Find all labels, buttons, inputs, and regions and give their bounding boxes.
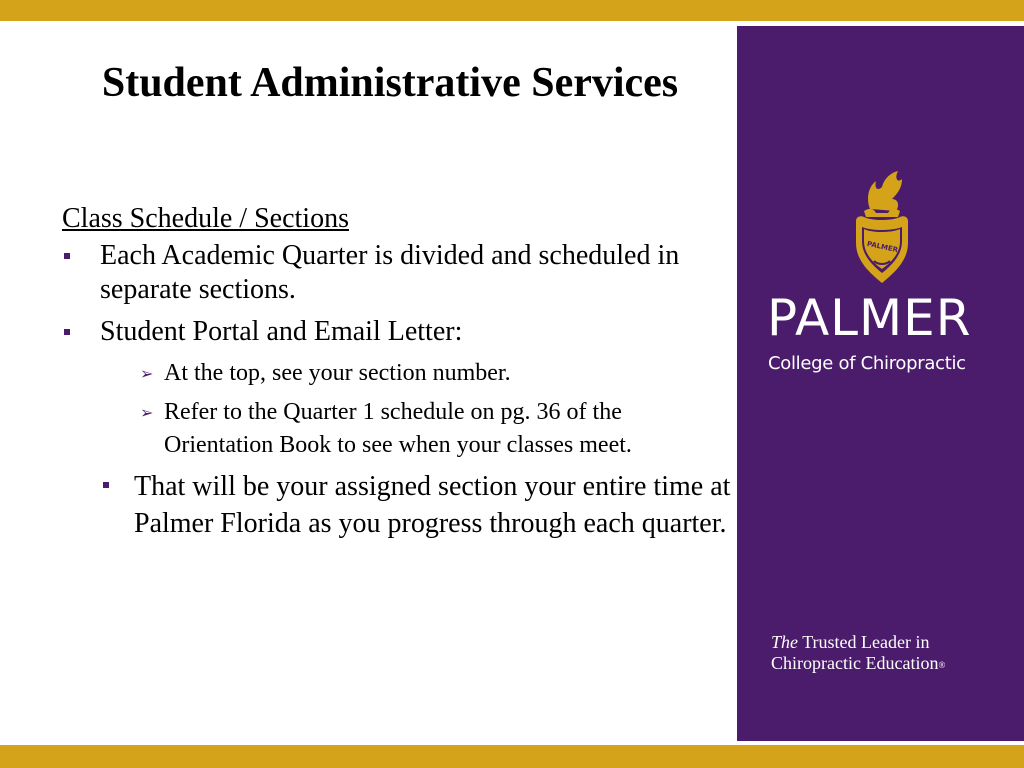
arrow-bullet-icon: ➢ xyxy=(140,364,154,383)
sub-bullet-text: Refer to the Quarter 1 schedule on pg. 36 of the Orientation Book to see when your classes meet. xyxy=(164,399,632,458)
section-heading: Class Schedule / Sections xyxy=(62,203,349,234)
bottom-gold-bar xyxy=(0,745,1024,768)
square-bullet-icon xyxy=(64,329,70,335)
slide-body xyxy=(62,203,732,542)
bullet-text: That will be your assigned section your entire time at Palmer Florida as you progress through each quarter. xyxy=(134,471,731,539)
bullet-text: Each Academic Quarter is divided and scheduled in separate sections. xyxy=(100,240,680,305)
tagline-lead: The xyxy=(771,632,798,652)
sub-bullet-text: At the top, see your section number. xyxy=(164,360,511,386)
top-gold-bar xyxy=(0,0,1024,21)
square-bullet-icon xyxy=(103,482,109,488)
svg-text:PALMER: PALMER xyxy=(866,239,899,255)
brand-name: PALMER xyxy=(767,289,972,347)
slide-title: Student Administrative Services xyxy=(101,60,679,106)
palmer-crest-icon xyxy=(842,169,922,289)
bullet-text: Student Portal and Email Letter: xyxy=(100,316,463,347)
brand-subtitle: College of Chiropractic xyxy=(768,353,966,374)
square-bullet-icon xyxy=(64,253,70,259)
bullet-item xyxy=(62,315,732,349)
sub-bullet-item xyxy=(62,396,732,462)
tagline-line-1 xyxy=(771,632,1021,653)
sub-bullet-item xyxy=(62,357,732,390)
brand-panel xyxy=(737,26,1024,741)
arrow-bullet-icon: ➢ xyxy=(140,403,154,422)
tagline xyxy=(771,632,1021,674)
bullet-item xyxy=(62,239,732,307)
bullet-item-nested xyxy=(62,468,732,542)
tagline-line-2: Chiropractic Education® xyxy=(771,653,946,673)
registered-mark: ® xyxy=(938,660,946,670)
tagline-rest: Trusted Leader in xyxy=(802,632,930,652)
